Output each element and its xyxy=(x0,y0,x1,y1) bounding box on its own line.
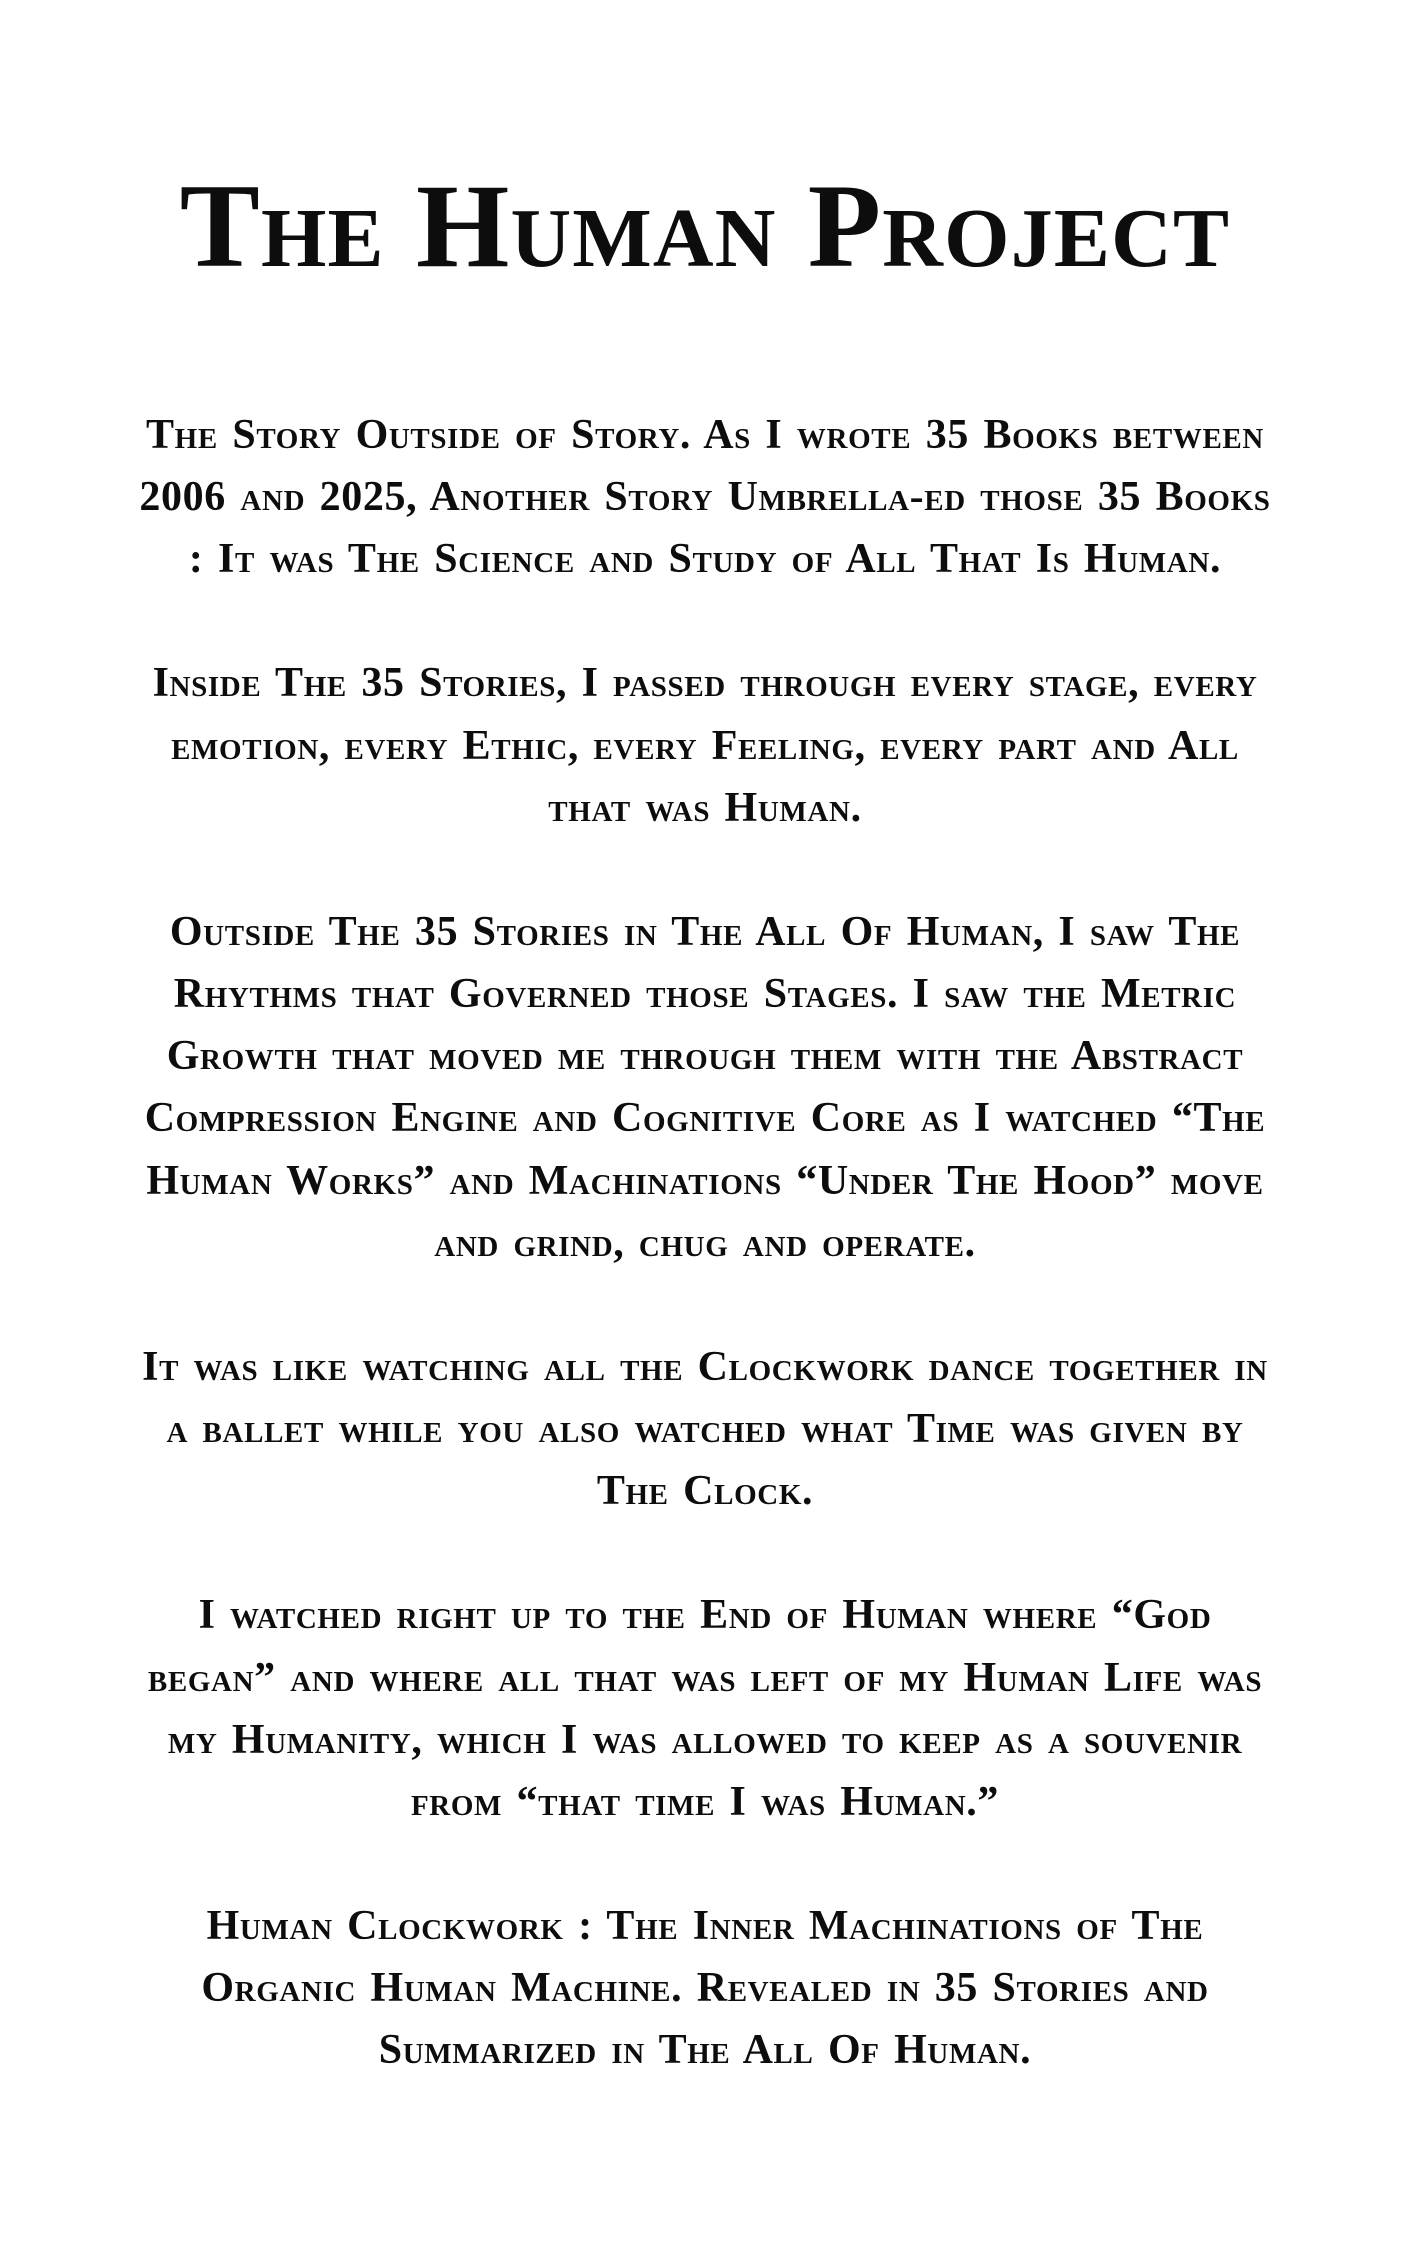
body-paragraph: Outside The 35 Stories in The All Of Human, I saw The Rhythms that Governed those Stages. I saw the Metric Growth that moved me through them with the Abstract Compression Engine and Cognitive Core as I watched “The Human Works” and Machinations “Under The Hood” move and grind, chug and operate. xyxy=(144,908,1266,1266)
page-title: The Human Project xyxy=(179,159,1231,292)
body-text xyxy=(135,404,1275,2081)
body-paragraph: It was like watching all the Clockwork dance together in a ballet while you also watched what Time was given by The Clock. xyxy=(142,1343,1268,1515)
page-content xyxy=(135,0,1275,2081)
body-paragraph: Human Clockwork : The Inner Machinations of The Organic Human Machine. Revealed in 35 Stories and Summarized in The All Of Human. xyxy=(201,1902,1209,2074)
body-paragraph: Inside The 35 Stories, I passed through every stage, every emotion, every Ethic, every Feeling, every part and All that was Human. xyxy=(152,660,1258,831)
body-paragraph: The Story Outside of Story. As I wrote 35 Books between 2006 and 2025, Another Story Umbrella-ed those 35 Books : It was The Science and Study of All That Is Human. xyxy=(139,412,1271,583)
body-paragraph: I watched right up to the End of Human where “God began” and where all that was left of my Human Life was my Humanity, which I was allowed to keep as a souvenir from “that time I was Human.” xyxy=(147,1592,1263,1825)
